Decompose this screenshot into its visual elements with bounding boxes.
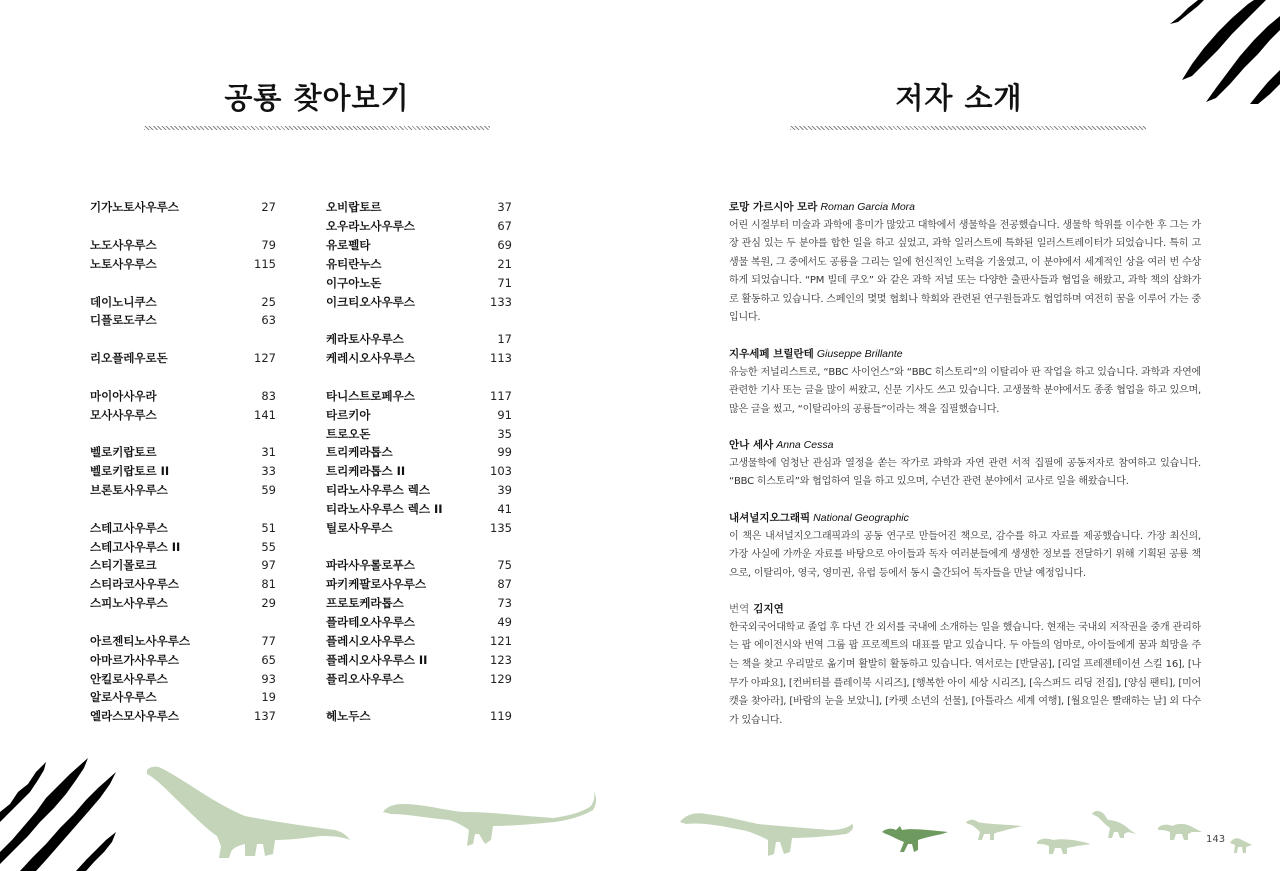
page-reference: 113: [490, 351, 512, 366]
author-bio: 이 책은 내셔널지오그래픽과의 공동 연구로 만들어진 책으로, 감수를 하고 자료를 제공했습니다. 가장 최신의, 가장 사실에 가까운 자료를 바탕으로 아이들과 독자 여러분들에게 생생한 정보를 전달하기 위해 기획된 공룡 책으로, 이탈리아, 영국, 영미권, 유럽 등에서 동시 출간되어 독자들을 만날 예정입니다.: [729, 530, 1201, 579]
dinosaur-name: 아마르가사우루스: [90, 652, 179, 667]
page-reference: 97: [261, 558, 276, 573]
author-entry: [729, 345, 1201, 419]
index-entry[interactable]: [326, 462, 512, 481]
index-entry[interactable]: [326, 198, 512, 217]
page-reference: 99: [497, 445, 512, 460]
page-reference: 39: [497, 483, 512, 498]
stegosaur-silhouette-icon: [1158, 820, 1202, 840]
dinosaur-name: 엘라스모사우루스: [90, 709, 179, 724]
dinosaur-name: 케레시오사우루스: [326, 351, 415, 366]
page-number: 143: [1206, 834, 1226, 845]
author-list: [729, 198, 1201, 747]
sauropod-silhouette-icon: [680, 800, 855, 862]
dinosaur-name: 타니스트로페우스: [326, 388, 415, 403]
index-entry[interactable]: [326, 500, 512, 519]
dinosaur-name: 스테고사우루스: [90, 520, 168, 535]
dinosaur-name: 트리케라톱스 II: [326, 464, 406, 479]
index-entry[interactable]: [90, 198, 276, 217]
author-name-english: Anna Cessa: [776, 439, 834, 452]
author-name-korean: 내셔널지오그래픽: [729, 512, 811, 525]
page-reference: 17: [497, 332, 512, 347]
sauropod-silhouette-icon: [145, 764, 350, 860]
page-title-authors: 저자 소개: [895, 81, 1023, 115]
page-reference: 123: [490, 652, 512, 667]
dinosaur-name: 벨로키랍토르: [90, 445, 157, 460]
page-reference: 75: [497, 558, 512, 573]
page-reference: 67: [497, 219, 512, 234]
index-entry[interactable]: [326, 575, 512, 594]
dinosaur-name: 디플로도쿠스: [90, 313, 157, 328]
index-entry[interactable]: [326, 424, 512, 443]
dinosaur-name: 트리케라톱스: [326, 445, 393, 460]
index-spacer: [326, 537, 512, 556]
dinosaur-name: 틸로사우루스: [326, 520, 393, 535]
author-bio: 어린 시절부터 미술과 과학에 흥미가 많았고 대학에서 생물학을 전공했습니다. 생물학 학위를 이수한 후 그는 가장 관심 있는 두 분야를 합한 일을 하고 싶었고, 과학 일러스트에 특화된 일러스트레이터가 되었습니다. 특히 고생물 복원, 그 중에서도 공룡을 그리는 일에 헌신적인 노력을 기울였고, 이 분야에서 세계적인 상을 여러 번 수상하게 되었습니다. “PM 빌데 쿠오” 와 같은 과학 저널 또는 다양한 출판사들과 협업을 해왔고, 과학 책의 삽화가로 활동하고 있습니다. 스페인의 몇몇 협회나 학회와 관련된 연구원들과도 협업하며 여전히 꿈을 이루어 가는 중입니다.: [729, 219, 1201, 324]
index-entry[interactable]: [90, 650, 276, 669]
dinosaur-name: 케라토사우루스: [326, 332, 404, 347]
index-entry[interactable]: [326, 631, 512, 650]
page-reference: 73: [497, 596, 512, 611]
author-entry: [729, 600, 1201, 730]
index-entry[interactable]: [90, 537, 276, 556]
page-reference: 91: [497, 407, 512, 422]
dinosaur-name: 알로사우루스: [90, 690, 157, 705]
dinosaur-name: 스티라코사우루스: [90, 577, 179, 592]
dinosaur-name: 티라노사우루스 렉스: [326, 483, 430, 498]
dinosaur-name: 이구아노돈: [326, 275, 382, 290]
dinosaur-name: 스테고사우루스 II: [90, 539, 181, 554]
theropod-silhouette-icon: [1092, 810, 1138, 838]
author-name-korean: 지우세페 브릴란테: [729, 348, 814, 361]
dinosaur-name: 플라테오사우루스: [326, 614, 415, 629]
index-entry[interactable]: [326, 650, 512, 669]
page-reference: 127: [254, 351, 276, 366]
author-name-korean: 로망 가르시아 모라: [729, 201, 818, 213]
author-role: 번역: [729, 603, 750, 616]
page-reference: 103: [490, 464, 512, 479]
index-entry[interactable]: [326, 613, 512, 632]
index-entry[interactable]: [326, 481, 512, 500]
author-heading: [729, 436, 1201, 455]
page-title-index: 공룡 찾아보기: [224, 81, 410, 115]
claw-marks-icon: [1170, 0, 1280, 104]
page-reference: 19: [261, 690, 276, 705]
index-spacer: [326, 311, 512, 330]
dinosaur-name: 플레시오사우루스: [326, 633, 415, 648]
page-reference: 129: [490, 671, 512, 686]
page-reference: 93: [261, 671, 276, 686]
index-entry[interactable]: [90, 405, 276, 424]
claw-marks-icon: [0, 752, 120, 871]
index-entry[interactable]: [90, 688, 276, 707]
dinosaur-name: 노도사우루스: [90, 238, 157, 253]
author-heading: [729, 600, 1201, 619]
index-spacer: [90, 330, 276, 349]
index-spacer: [326, 688, 512, 707]
title-divider: [144, 126, 490, 130]
author-name-korean: 안나 세사: [729, 439, 774, 452]
page-reference: 63: [261, 313, 276, 328]
author-heading: [729, 345, 1201, 364]
dinosaur-name: 모사사우루스: [90, 407, 157, 422]
index-spacer: [90, 368, 276, 387]
index-entry[interactable]: [90, 481, 276, 500]
dinosaur-name: 아르젠티노사우루스: [90, 633, 190, 648]
index-entry[interactable]: [90, 575, 276, 594]
page-reference: 29: [261, 596, 276, 611]
dinosaur-name: 파키케팔로사우루스: [326, 577, 426, 592]
author-name-korean: 김지연: [753, 603, 784, 616]
index-spacer: [326, 368, 512, 387]
index-spacer: [90, 613, 276, 632]
dinosaur-name: 벨로키랍토르 II: [90, 464, 170, 479]
page-reference: 77: [261, 633, 276, 648]
index-spacer: [90, 273, 276, 292]
dinosaur-name: 트로오돈: [326, 426, 371, 441]
title-divider: [790, 126, 1146, 130]
author-entry: [729, 198, 1201, 328]
page-reference: 55: [261, 539, 276, 554]
index-entry[interactable]: [90, 462, 276, 481]
index-spacer: [90, 500, 276, 519]
index-column-2: [326, 198, 512, 726]
index-entry[interactable]: [326, 669, 512, 688]
page-reference: 37: [497, 200, 512, 215]
author-bio: 유능한 저널리스트로, “BBC 사이언스”와 “BBC 히스토리”의 이탈리아 판 작업을 하고 있습니다. 과학과 자연에 관련한 기사 또는 글을 많이 써왔고, 신문 기사도 쓰고 있습니다. 고생물학 분야에서도 종종 협업을 하고 있으며, 많은 글을 썼고, “이탈리아의 공룡들”이라는 책을 집필했습니다.: [729, 366, 1201, 415]
dinosaur-name: 오우라노사우루스: [326, 219, 415, 234]
dinosaur-name: 스피노사우루스: [90, 596, 168, 611]
page-reference: 87: [497, 577, 512, 592]
index-entry[interactable]: [326, 273, 512, 292]
index-entry[interactable]: [90, 631, 276, 650]
page-reference: 115: [254, 256, 276, 271]
dinosaur-name: 플리오사우루스: [326, 671, 404, 686]
page-reference: 79: [261, 238, 276, 253]
ankylosaur-silhouette-icon: [1037, 836, 1093, 854]
sauropod-silhouette-icon: [383, 790, 598, 860]
dinosaur-name: 파라사우롤로푸스: [326, 558, 415, 573]
dinosaur-name: 마이아사우라: [90, 388, 157, 403]
index-entry[interactable]: [90, 236, 276, 255]
author-name-english: National Geographic: [813, 512, 909, 525]
page-reference: 119: [490, 709, 512, 724]
page-reference: 35: [497, 426, 512, 441]
author-name-english: Giuseppe Brillante: [816, 348, 903, 361]
page-reference: 69: [497, 238, 512, 253]
index-entry[interactable]: [326, 236, 512, 255]
author-bio: 고생물학에 엄청난 관심과 열정을 쏟는 작가로 과학과 자연 관련 서적 집필에 공동저자로 참여하고 있습니다. “BBC 히스토리”와 협업하여 일을 하고 있으며, 수년간 관련 분야에서 교사로 일을 해왔습니다.: [729, 457, 1201, 488]
index-entry[interactable]: [326, 594, 512, 613]
index-spacer: [90, 424, 276, 443]
hadrosaur-silhouette-icon: [882, 824, 950, 854]
page-reference: 27: [261, 200, 276, 215]
index-entry[interactable]: [326, 518, 512, 537]
dinosaur-name: 리오플레우로돈: [90, 351, 168, 366]
index-entry[interactable]: [90, 443, 276, 462]
dinosaur-name: 이크티오사우루스: [326, 294, 415, 309]
index-entry[interactable]: [90, 349, 276, 368]
dinosaur-name: 티라노사우루스 렉스 II: [326, 501, 443, 516]
page-reference: 81: [261, 577, 276, 592]
index-entry[interactable]: [326, 255, 512, 274]
author-bio: 한국외국어대학교 졸업 후 다년 간 외서를 국내에 소개하는 일을 했습니다. 현재는 국내외 저작권을 중개 관리하는 팝 에이전시와 번역 그룹 팝 프로젝트의 대표를 맡고 있습니다. 두 아들의 엄마로, 아이들에게 꿈과 희망을 주는 책을 찾고 우리말로 옮기며 활발히 활동하고 있습니다. 역서로는 [반달곰], [리얼 프레젠테이션 스킬 16], [나무가 아파요], [컨버터블 플레이북 시리즈], [행복한 아이 세상 시리즈], [옥스퍼드 리딩 전집], [양심 팬티], [미어캣을 찾아라], [바람의 눈을 보았니], [카펫 소년의 선물], [아틀라스 세계 여행], [월요일은 빨래하는 날] 외 다수가 있습니다.: [729, 621, 1202, 726]
index-entry[interactable]: [90, 707, 276, 726]
dinosaur-name: 브론토사우루스: [90, 483, 168, 498]
author-entry: [729, 436, 1201, 492]
page-reference: 21: [497, 256, 512, 271]
dinosaur-name: 타르키아: [326, 407, 371, 422]
page-reference: 41: [497, 501, 512, 516]
dinosaur-name: 스티기몰로크: [90, 558, 157, 573]
page-reference: 133: [490, 294, 512, 309]
index-entry[interactable]: [90, 518, 276, 537]
page-reference: 59: [261, 483, 276, 498]
page-reference: 141: [254, 407, 276, 422]
page-reference: 65: [261, 652, 276, 667]
page-reference: 51: [261, 520, 276, 535]
page-reference: 135: [490, 520, 512, 535]
page-reference: 25: [261, 294, 276, 309]
dinosaur-name: 플레시오사우루스 II: [326, 652, 428, 667]
index-entry[interactable]: [90, 594, 276, 613]
index-entry[interactable]: [90, 669, 276, 688]
index-entry[interactable]: [90, 556, 276, 575]
dinosaur-name: 데이노니쿠스: [90, 294, 157, 309]
index-entry[interactable]: [326, 556, 512, 575]
index-entry[interactable]: [326, 349, 512, 368]
index-entry[interactable]: [326, 405, 512, 424]
right-page: [640, 0, 1280, 871]
dinosaur-name: 유로펠타: [326, 238, 371, 253]
index-entry[interactable]: [90, 386, 276, 405]
index-entry[interactable]: [326, 292, 512, 311]
index-entry[interactable]: [326, 707, 512, 726]
index-entry[interactable]: [90, 311, 276, 330]
page-reference: 117: [490, 388, 512, 403]
author-heading: [729, 509, 1201, 528]
index-entry[interactable]: [90, 292, 276, 311]
iguanodon-silhouette-icon: [966, 818, 1024, 840]
page-reference: 71: [497, 275, 512, 290]
index-entry[interactable]: [326, 217, 512, 236]
index-column-1: [90, 198, 276, 726]
page-reference: 33: [261, 464, 276, 479]
page-reference: 31: [261, 445, 276, 460]
page-reference: 83: [261, 388, 276, 403]
dinosaur-name: 유티란누스: [326, 256, 382, 271]
dinosaur-name: 오비랍토르: [326, 200, 382, 215]
dinosaur-name: 안킬로사우루스: [90, 671, 168, 686]
index-entry[interactable]: [90, 255, 276, 274]
index-entry[interactable]: [326, 330, 512, 349]
author-name-english: Roman Garcia Mora: [820, 201, 915, 213]
page-reference: 49: [497, 614, 512, 629]
dinosaur-name: 노토사우루스: [90, 256, 157, 271]
dinosaur-name: 헤노두스: [326, 709, 371, 724]
dinosaur-name: 기가노토사우루스: [90, 200, 179, 215]
index-spacer: [90, 217, 276, 236]
author-heading: [729, 198, 1201, 217]
index-entry[interactable]: [326, 386, 512, 405]
dinosaur-name: 프로토케라톱스: [326, 596, 404, 611]
author-entry: [729, 509, 1201, 583]
index-entry[interactable]: [326, 443, 512, 462]
ceratopsian-silhouette-icon: [1230, 837, 1252, 853]
page-reference: 121: [490, 633, 512, 648]
page-reference: 137: [254, 709, 276, 724]
